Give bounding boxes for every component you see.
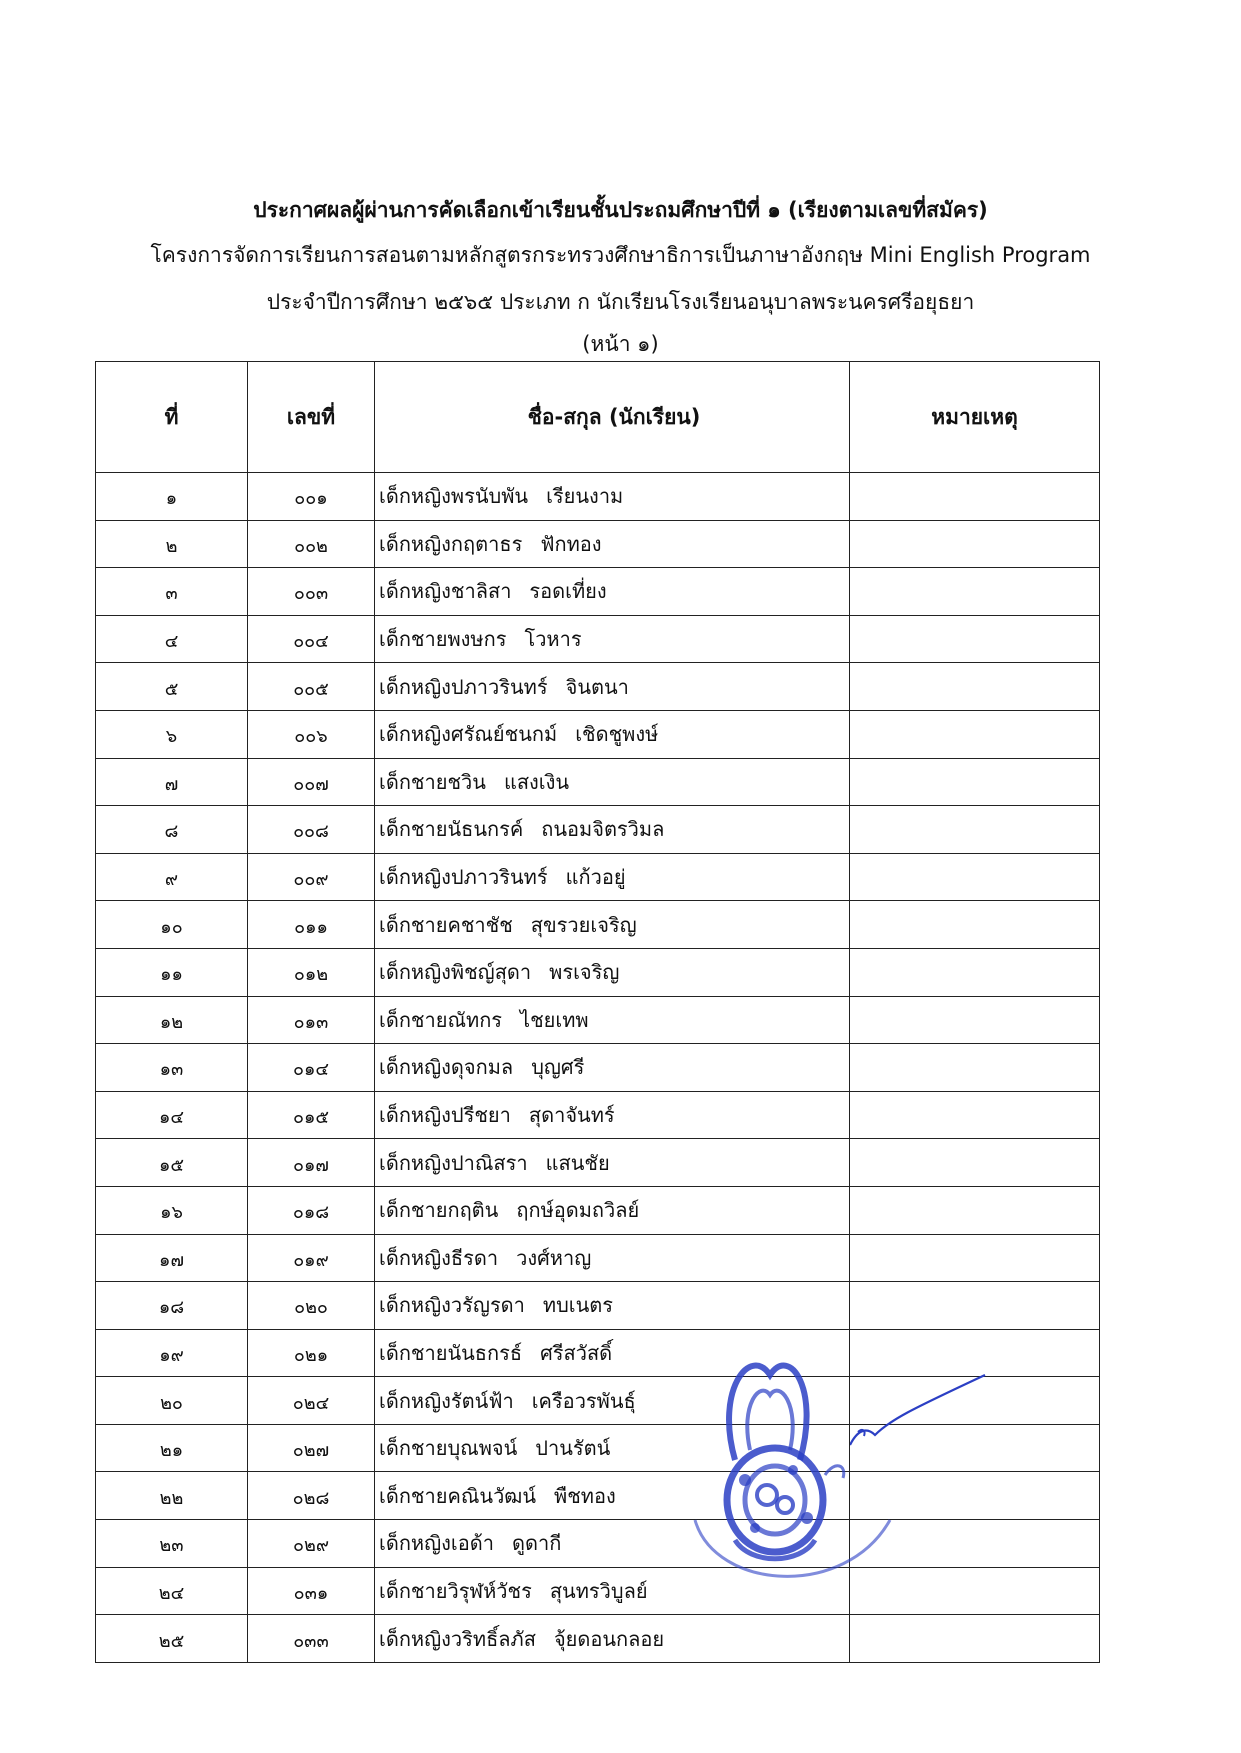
table-row — [96, 1234, 1100, 1282]
student-first-name: เด็กหญิงชาลิสา — [379, 579, 512, 604]
row-student-name — [375, 1044, 850, 1092]
student-last-name: พืชทอง — [554, 1483, 616, 1508]
row-student-name — [375, 710, 850, 758]
table-row — [96, 1615, 1100, 1663]
row-application-number: ๐๐๖ — [248, 710, 375, 758]
student-last-name: แสงเงิน — [503, 769, 570, 794]
row-application-number: ๐๒๗ — [248, 1424, 375, 1472]
student-first-name: เด็กหญิงปภาวรินทร์ — [379, 865, 548, 890]
row-order-number: ๒๒ — [96, 1472, 248, 1520]
row-remarks — [850, 1615, 1100, 1663]
student-first-name: เด็กหญิงรัตน์ฟ้า — [379, 1388, 514, 1413]
student-last-name: วงศ์หาญ — [516, 1245, 592, 1270]
student-last-name: ฤกษ์อุดมถวิลย์ — [516, 1198, 640, 1223]
row-remarks — [850, 473, 1100, 521]
program-title: โครงการจัดการเรียนการสอนตามหลักสูตรกระทรวงศึกษาธิการเป็นภาษาอังกฤษ Mini English Program — [150, 243, 1091, 267]
student-first-name: เด็กหญิงธีรดา — [379, 1245, 499, 1270]
row-remarks — [850, 615, 1100, 663]
row-application-number: ๐๑๕ — [248, 1091, 375, 1139]
row-student-name — [375, 1091, 850, 1139]
row-student-name — [375, 996, 850, 1044]
row-order-number: ๔ — [96, 615, 248, 663]
row-order-number: ๕ — [96, 663, 248, 711]
student-last-name: ทบเนตร — [542, 1293, 614, 1318]
row-order-number: ๑๓ — [96, 1044, 248, 1092]
student-first-name: เด็กชายนัธนกรค์ — [379, 817, 524, 842]
student-last-name: รอดเที่ยง — [529, 579, 607, 604]
student-first-name: เด็กชายวิรุฬห์วัชร — [379, 1578, 532, 1603]
row-order-number: ๑๗ — [96, 1234, 248, 1282]
student-first-name: เด็กหญิงเอด้า — [379, 1531, 494, 1556]
row-remarks — [850, 806, 1100, 854]
student-first-name: เด็กหญิงปรีชยา — [379, 1103, 511, 1128]
student-last-name: ดูดากี — [512, 1531, 562, 1556]
row-remarks — [850, 1139, 1100, 1187]
student-first-name: เด็กหญิงวริทธิ์ลภัส — [379, 1626, 536, 1651]
row-student-name — [375, 1615, 850, 1663]
table-header-row — [96, 362, 1100, 473]
row-application-number: ๐๒๘ — [248, 1472, 375, 1520]
row-order-number: ๒๐ — [96, 1377, 248, 1425]
row-order-number: ๓ — [96, 568, 248, 616]
table-row — [96, 568, 1100, 616]
row-student-name — [375, 1139, 850, 1187]
student-first-name: เด็กหญิงศรัณย์ชนกม์ — [379, 722, 558, 747]
student-last-name: บุญศรี — [531, 1055, 585, 1080]
student-first-name: เด็กหญิงกฤตาธร — [379, 531, 523, 556]
row-student-name — [375, 520, 850, 568]
table-row — [96, 1186, 1100, 1234]
row-order-number: ๒๓ — [96, 1520, 248, 1568]
row-order-number: ๖ — [96, 710, 248, 758]
student-first-name: เด็กชายคชาชัช — [379, 912, 513, 937]
column-header-application-number: เลขที่ — [248, 362, 375, 473]
table-row — [96, 853, 1100, 901]
student-first-name: เด็กหญิงปภาวรินทร์ — [379, 674, 548, 699]
row-student-name — [375, 1282, 850, 1330]
table-row — [96, 663, 1100, 711]
student-last-name: แก้วอยู่ — [565, 865, 626, 890]
row-order-number: ๑๐ — [96, 901, 248, 949]
row-student-name — [375, 758, 850, 806]
student-last-name: แสนชัย — [545, 1150, 610, 1175]
academic-year-line: ประจำปีการศึกษา ๒๕๖๕ ประเภท ก นักเรียนโรงเรียนอนุบาลพระนครศรีอยุธยา — [266, 290, 975, 314]
student-last-name: จินตนา — [565, 674, 629, 699]
table-row — [96, 806, 1100, 854]
row-student-name — [375, 806, 850, 854]
row-application-number: ๐๓๑ — [248, 1567, 375, 1615]
row-application-number: ๐๑๔ — [248, 1044, 375, 1092]
table-row — [96, 948, 1100, 996]
table-row — [96, 473, 1100, 521]
student-last-name: โวหาร — [524, 627, 582, 652]
row-order-number: ๑๙ — [96, 1329, 248, 1377]
row-remarks — [850, 996, 1100, 1044]
row-student-name — [375, 568, 850, 616]
row-application-number: ๐๐๑ — [248, 473, 375, 521]
column-header-student-name: ชื่อ-สกุล (นักเรียน) — [375, 362, 850, 473]
row-application-number: ๐๒๙ — [248, 1520, 375, 1568]
row-student-name — [375, 1186, 850, 1234]
student-last-name: สุดาจันทร์ — [528, 1103, 615, 1128]
table-row — [96, 615, 1100, 663]
announcement-title: ประกาศผลผู้ผ่านการคัดเลือกเข้าเรียนชั้นประถมศึกษาปีที่ ๑ (เรียงตามเลขที่สมัคร) — [253, 198, 988, 222]
row-remarks — [850, 853, 1100, 901]
row-application-number: ๐๓๓ — [248, 1615, 375, 1663]
student-first-name: เด็กชายกฤติน — [379, 1198, 499, 1223]
student-first-name: เด็กชายพงษกร — [379, 627, 507, 652]
row-application-number: ๐๒๔ — [248, 1377, 375, 1425]
row-application-number: ๐๑๓ — [248, 996, 375, 1044]
row-order-number: ๘ — [96, 806, 248, 854]
table-row — [96, 1044, 1100, 1092]
row-application-number: ๐๑๘ — [248, 1186, 375, 1234]
student-last-name: สุขรวยเจริญ — [530, 912, 637, 937]
student-first-name: เด็กหญิงปาณิสรา — [379, 1150, 528, 1175]
student-last-name: เครือวรพันธุ์ — [531, 1388, 636, 1413]
student-first-name: เด็กหญิงวรัญรดา — [379, 1293, 525, 1318]
row-student-name — [375, 473, 850, 521]
table-row — [96, 520, 1100, 568]
student-last-name: ศรีสวัสดิ์ — [540, 1340, 613, 1365]
signature-icon — [850, 1370, 990, 1450]
student-first-name: เด็กหญิงพิชญ์สุดา — [379, 960, 532, 985]
row-remarks — [850, 901, 1100, 949]
table-row — [96, 758, 1100, 806]
row-order-number: ๒๕ — [96, 1615, 248, 1663]
student-first-name: เด็กชายคณินวัฒน์ — [379, 1483, 537, 1508]
row-order-number: ๙ — [96, 853, 248, 901]
table-row — [96, 1282, 1100, 1330]
table-row — [96, 1139, 1100, 1187]
row-student-name — [375, 901, 850, 949]
row-application-number: ๐๐๙ — [248, 853, 375, 901]
row-remarks — [850, 1091, 1100, 1139]
row-order-number: ๑๖ — [96, 1186, 248, 1234]
row-order-number: ๑๒ — [96, 996, 248, 1044]
row-order-number: ๑๘ — [96, 1282, 248, 1330]
row-student-name — [375, 853, 850, 901]
student-first-name: เด็กหญิงพรนับพัน — [379, 484, 529, 509]
student-last-name: ถนอมจิตรวิมล — [541, 817, 665, 842]
student-last-name: ฟักทอง — [540, 531, 602, 556]
row-application-number: ๐๒๑ — [248, 1329, 375, 1377]
student-first-name: เด็กชายชวิน — [379, 769, 486, 794]
row-remarks — [850, 1186, 1100, 1234]
student-first-name: เด็กหญิงดุจกมล — [379, 1055, 514, 1080]
row-student-name — [375, 1234, 850, 1282]
student-last-name: สุนทรวิบูลย์ — [549, 1578, 648, 1603]
row-remarks — [850, 710, 1100, 758]
row-remarks — [850, 1044, 1100, 1092]
row-remarks — [850, 1282, 1100, 1330]
row-application-number: ๐๑๙ — [248, 1234, 375, 1282]
row-remarks — [850, 758, 1100, 806]
student-first-name: เด็กชายนันธกรธ์ — [379, 1340, 523, 1365]
row-remarks — [850, 1234, 1100, 1282]
row-application-number: ๐๐๘ — [248, 806, 375, 854]
row-order-number: ๑ — [96, 473, 248, 521]
column-header-order: ที่ — [96, 362, 248, 473]
row-remarks — [850, 948, 1100, 996]
row-order-number: ๑๑ — [96, 948, 248, 996]
row-application-number: ๐๐๗ — [248, 758, 375, 806]
row-order-number: ๒๔ — [96, 1567, 248, 1615]
row-application-number: ๐๐๔ — [248, 615, 375, 663]
row-application-number: ๐๐๓ — [248, 568, 375, 616]
student-last-name: เรียนงาม — [546, 484, 624, 509]
page-number: (หน้า ๑) — [582, 332, 659, 356]
student-first-name: เด็กชายบุณพจน์ — [379, 1436, 518, 1461]
row-student-name — [375, 615, 850, 663]
row-application-number: ๐๒๐ — [248, 1282, 375, 1330]
row-order-number: ๒๑ — [96, 1424, 248, 1472]
column-header-remarks: หมายเหตุ — [850, 362, 1100, 473]
table-row — [96, 996, 1100, 1044]
student-last-name: พรเจริญ — [549, 960, 620, 985]
table-row — [96, 901, 1100, 949]
row-application-number: ๐๑๑ — [248, 901, 375, 949]
row-order-number: ๑๕ — [96, 1139, 248, 1187]
student-first-name: เด็กชายณัทกร — [379, 1007, 503, 1032]
row-order-number: ๒ — [96, 520, 248, 568]
row-application-number: ๐๑๒ — [248, 948, 375, 996]
student-last-name: ไชยเทพ — [520, 1007, 589, 1032]
row-application-number: ๐๐๒ — [248, 520, 375, 568]
row-remarks — [850, 568, 1100, 616]
table-row — [96, 1091, 1100, 1139]
row-student-name — [375, 663, 850, 711]
student-last-name: จุ้ยดอนกลอย — [553, 1626, 665, 1651]
student-last-name: ปานรัตน์ — [535, 1436, 611, 1461]
row-application-number: ๐๑๗ — [248, 1139, 375, 1187]
row-remarks — [850, 520, 1100, 568]
table-row — [96, 710, 1100, 758]
row-order-number: ๗ — [96, 758, 248, 806]
row-remarks — [850, 663, 1100, 711]
row-application-number: ๐๐๕ — [248, 663, 375, 711]
row-order-number: ๑๔ — [96, 1091, 248, 1139]
row-student-name — [375, 948, 850, 996]
student-last-name: เชิดชูพงษ์ — [575, 722, 659, 747]
